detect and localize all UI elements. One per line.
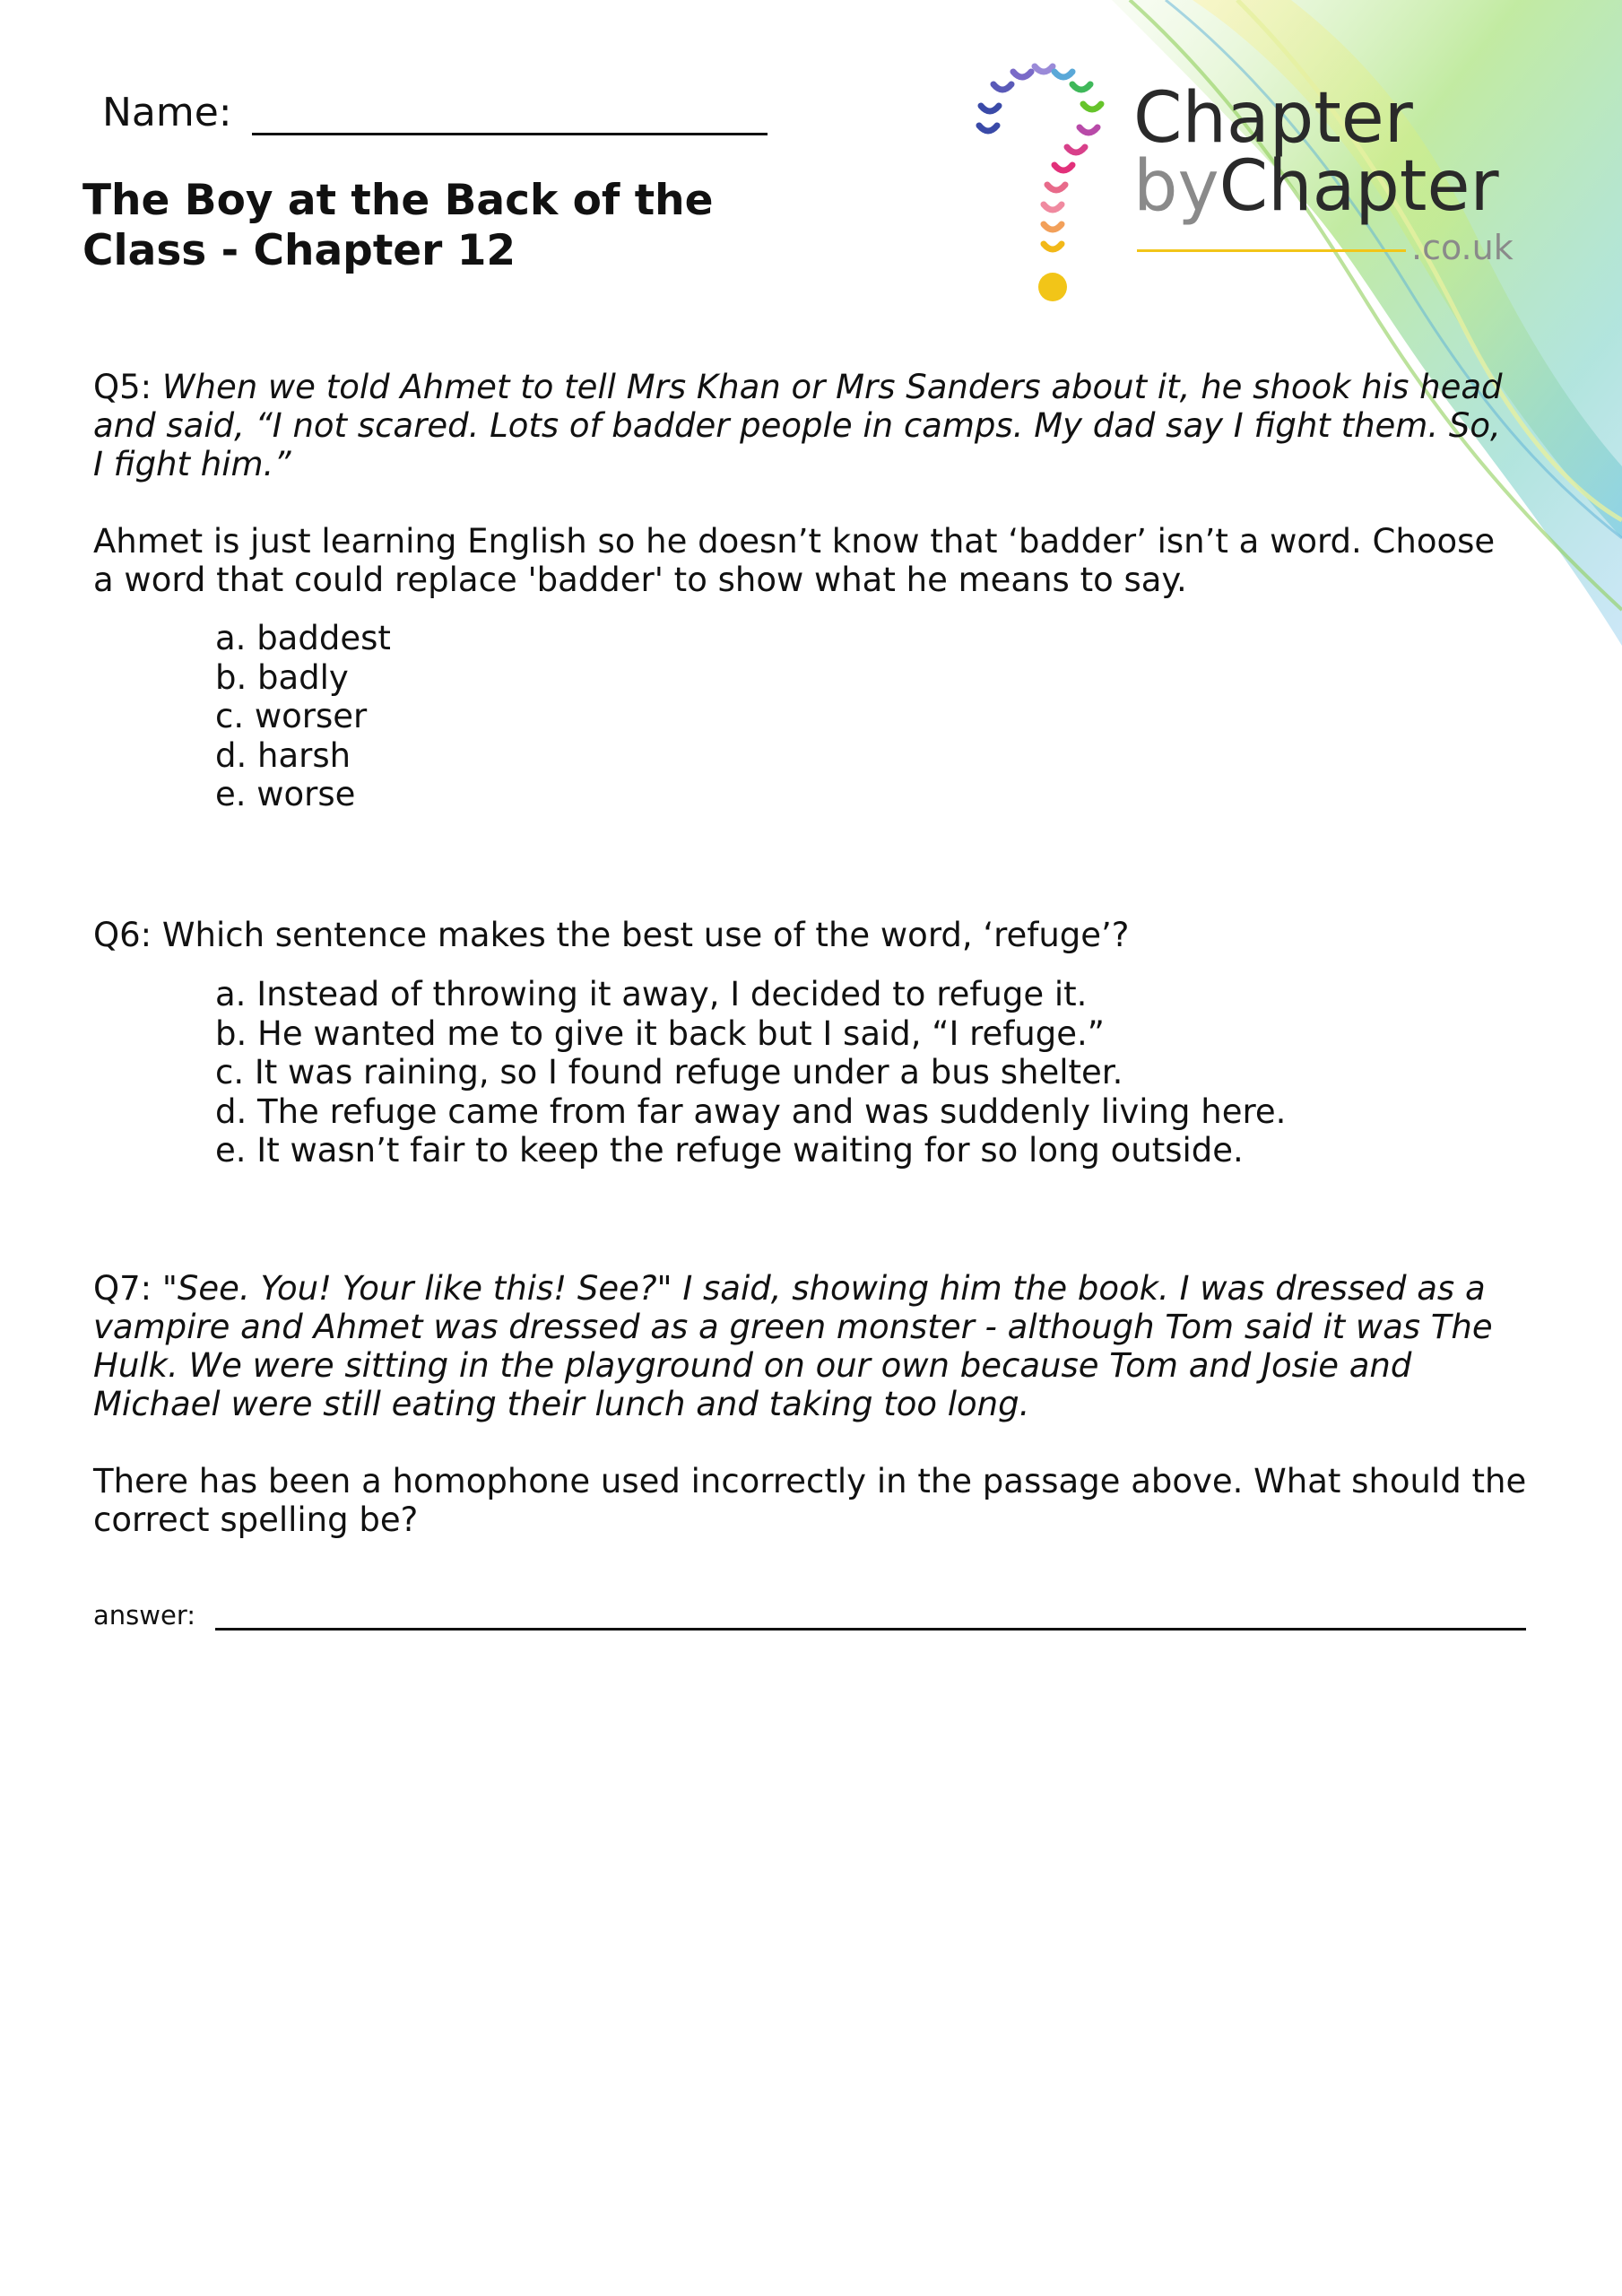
question-7-prompt: There has been a homophone used incorrectly in the passage above. What should the correct spelling be? (93, 1462, 1527, 1539)
answer-blank-line[interactable] (215, 1605, 1526, 1631)
question-7-quote (93, 1269, 1546, 1423)
logo-word-chapter: Chapter (1133, 78, 1413, 159)
logo-domain: .co.uk (1411, 228, 1514, 267)
question-6-prompt-text: Which sentence makes the best use of the word, ‘refuge’? (161, 916, 1130, 954)
question-5-quote (93, 368, 1510, 483)
question-5 (93, 368, 1510, 599)
name-blank-line[interactable] (252, 91, 768, 135)
option-b[interactable]: b. He wanted me to give it back but I said, “I refuge.” (215, 1013, 1105, 1053)
option-d[interactable]: d. The refuge came from far away and was suddenly living here. (215, 1091, 1287, 1131)
option-a[interactable]: a. Instead of throwing it away, I decided to refuge it. (215, 975, 1088, 1013)
logo-word-chapter-2: Chapter (1219, 146, 1499, 227)
question-mark-books-icon (961, 52, 1132, 312)
question-6-prompt (93, 916, 1510, 954)
answer-field (93, 1600, 1526, 1631)
logo-word-by: by (1133, 146, 1219, 227)
name-field (102, 90, 768, 135)
question-6-options (215, 975, 1286, 1170)
question-7-number: Q7: (93, 1269, 152, 1308)
question-6 (93, 916, 1510, 954)
worksheet-title: The Boy at the Back of the Class - Chapter 12 (82, 176, 714, 275)
answer-label: answer: (93, 1600, 196, 1631)
option-c[interactable]: c. worser (215, 697, 368, 735)
option-b[interactable]: b. badly (215, 657, 349, 697)
option-e[interactable]: e. worse (215, 775, 356, 813)
question-5-options (215, 619, 391, 814)
question-7 (93, 1269, 1546, 1539)
option-c[interactable]: c. It was raining, so I found refuge under a bus shelter. (215, 1053, 1123, 1091)
name-label: Name: (102, 90, 232, 135)
question-5-quote-text: When we told Ahmet to tell Mrs Khan or Mrs Sanders about it, he shook his head and said, “I not scared. Lots of badder people in camps. My dad say I fight them. So, I fight him.” (93, 368, 1503, 483)
question-7-quote-text: "See. You! Your like this! See?" I said, showing him the book. I was dressed as a vampire and Ahmet was dressed as a green monster - although Tom said it was The Hulk. We were sitting in the playground on our own because Tom and Josie and Michael were still eating their lunch and taking too long. (93, 1269, 1493, 1423)
logo-underline (1137, 249, 1406, 252)
question-6-number: Q6: (93, 916, 152, 954)
option-e[interactable]: e. It wasn’t fair to keep the refuge waiting for so long outside. (215, 1131, 1244, 1170)
question-5-prompt: Ahmet is just learning English so he doesn’t know that ‘badder’ isn’t a word. Choose a word that could replace 'badder' to show what he means to say. (93, 522, 1496, 599)
option-d[interactable]: d. harsh (215, 735, 351, 775)
chapter-by-chapter-logo (961, 52, 1535, 312)
logo-word-by-chapter (1133, 146, 1499, 227)
question-5-number: Q5: (93, 368, 152, 406)
option-a[interactable]: a. baddest (215, 619, 391, 657)
